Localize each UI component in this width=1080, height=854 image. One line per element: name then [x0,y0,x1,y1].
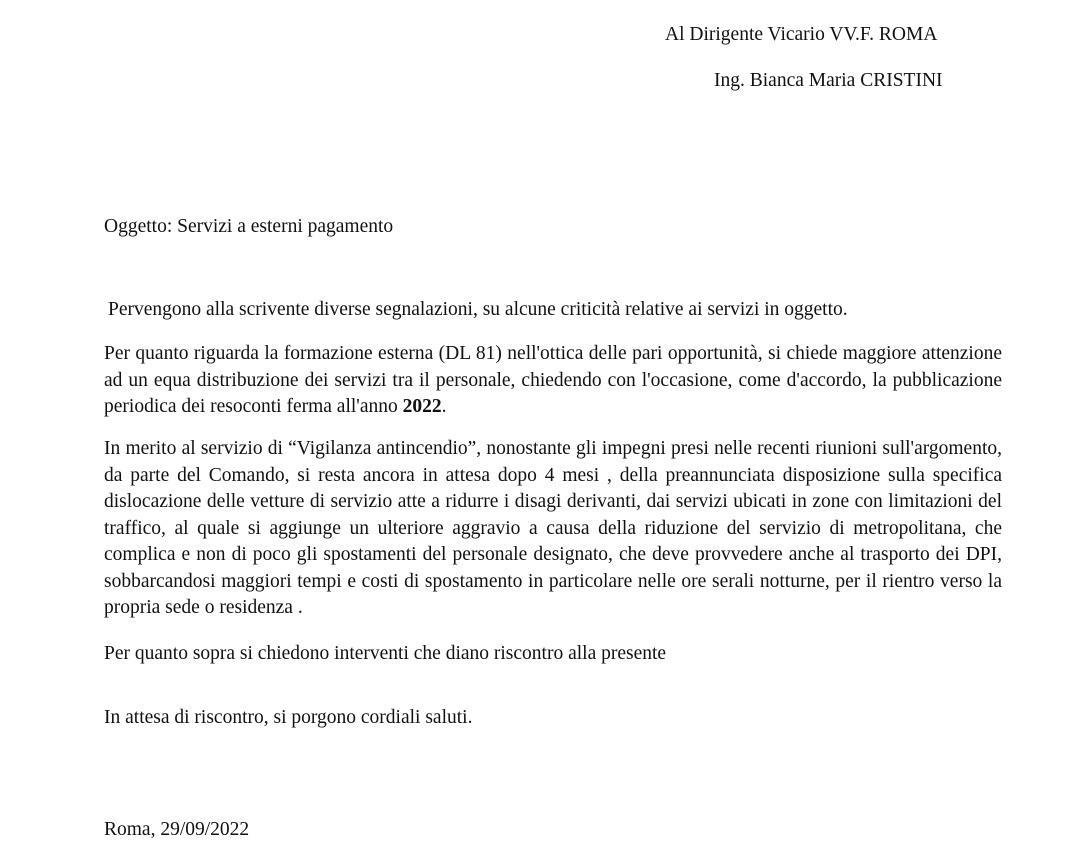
paragraph-text-after-year: . [441,396,447,417]
paragraph-fire-surveillance [104,436,1002,622]
recipient-name: Ing. Bianca Maria CRISTINI [714,70,943,91]
paragraph-request [104,641,1002,668]
year-bold: 2022 [402,396,442,417]
paragraph-request-text: Per quanto sopra si chiedono interventi che diano riscontro alla presente [104,643,667,664]
place-and-date: Roma, 29/09/2022 [104,819,250,840]
paragraph-reports [104,297,1002,324]
letter-subject: Oggetto: Servizi a esterni pagamento [104,216,394,237]
paragraph-external-training-text [104,341,1002,421]
closing-greeting: In attesa di riscontro, si porgono cordiali saluti. [104,707,473,728]
paragraph-fire-surveillance-text: In merito al servizio di “Vigilanza antincendio”, nonostante gli impegni presi nelle recenti riunioni sull'argomento, da parte del Comando, si resta ancora in attesa dopo 4 mesi , della preannunciata disposizione sulla specifica dislocazione delle vetture di servizio atte a ridurre i disagi derivanti, dai servizi ubicati in zone con limitazioni del traffico, al quale si aggiunge un ulteriore aggravio a causa della riduzione del servizio di metropolitana, che complica e non di poco gli spostamenti del personale designato, che deve provvedere anche al trasporto dei DPI, sobbarcandosi maggiori tempi e costi di spostamento in particolare nelle ore serali notturne, per il rientro verso la propria sede o residenza . [104,438,1002,618]
paragraph-text-before-year: Per quanto riguarda la formazione esterna (DL 81) nell'ottica delle pari opportunità, si chiede maggiore attenzione ad un equa distribuzione dei servizi tra il personale, chiedendo con l'occasione, come d'accordo, la pubblicazione periodica dei resoconti ferma all'anno [104,343,1002,417]
paragraph-external-training [104,341,1002,421]
paragraph-reports-text: Pervengono alla scrivente diverse segnalazioni, su alcune criticità relative ai servizi in oggetto. [108,299,848,320]
recipient-title: Al Dirigente Vicario VV.F. ROMA [665,24,938,45]
